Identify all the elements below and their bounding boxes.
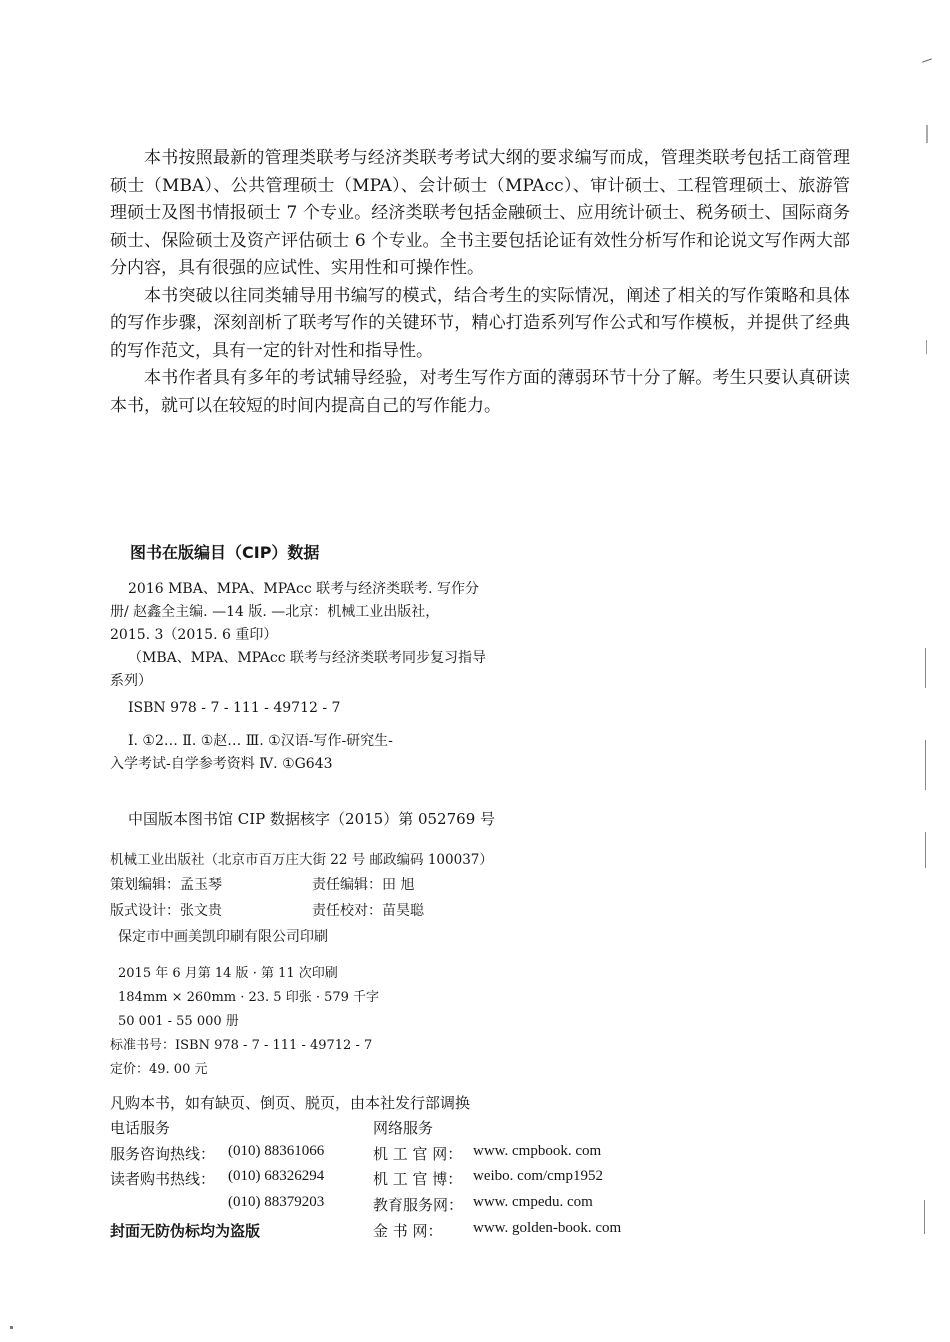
reader-hotline-label: 读者购书热线： [110,1170,216,1188]
reader-hotline-number-2: (010) 88379203 [228,1194,325,1210]
responsible-editor: 责任编辑：田 旭 [312,877,415,893]
web-label-weibo: 机 工 官 博： [373,1170,463,1188]
hotline-number: (010) 88361066 [228,1143,325,1159]
isbn-info: 标准书号：ISBN 978 - 7 - 111 - 49712 - 7 [110,1038,373,1053]
anticounterfeit-notice: 封面无防伪标均为盗版 [110,1222,261,1240]
web-url-weibo: weibo. com/cmp1952 [473,1168,603,1184]
proofreader: 责任校对：苗昊聪 [312,903,424,919]
cip-line: （MBA、MPA、MPAcc 联考与经济类联考同步复习指导 [128,650,487,666]
scan-mark [922,58,932,62]
scan-mark [925,648,926,688]
scan-mark [926,340,927,354]
phone-service-header: 电话服务 [110,1119,171,1137]
cip-line: 册/ 赵鑫全主编. —14 版. —北京：机械工业出版社， [110,604,440,620]
cip-record-number: 中国版本图书馆 CIP 数据核字（2015）第 052769 号 [128,810,496,828]
introduction [110,145,850,420]
cip-line: 2016 MBA、MPA、MPAcc 联考与经济类联考. 写作分 [128,581,480,597]
intro-paragraph-1: 本书按照最新的管理类联考与经济类联考考试大纲的要求编写而成，管理类联考包括工商管理硕士（MBA）、公共管理硕士（MPA）、会计硕士（MPAcc）、审计硕士、工程管理硕士、旅游管理硕士及图书情报硕士 7 个专业。经济类联考包括金融硕士、应用统计硕士、税务硕士、国际商务硕士、保险硕士及资产评估硕士 6 个专业。全书主要包括论证有效性分析写作和论说文写作两大部分内容，具有很强的应试性、实用性和可操作性。 [110,148,850,278]
scan-mark [10,1326,13,1329]
web-url-cmpbook: www. cmpbook. com [473,1143,602,1159]
replacement-notice: 凡购本书，如有缺页、倒页、脱页，由本社发行部调换 [110,1094,471,1112]
cip-line: 系列） [110,673,152,689]
publisher-name: 机械工业出版社（北京市百万庄大街 22 号 邮政编码 100037） [110,852,493,868]
hotline-label: 服务咨询热线： [110,1145,216,1163]
printer: 保定市中画美凯印刷有限公司印刷 [118,929,328,945]
edition-info: 2015 年 6 月第 14 版 · 第 11 次印刷 [118,966,338,981]
web-service-header: 网络服务 [373,1119,434,1137]
web-label-cmpedu: 教育服务网： [373,1196,464,1214]
cip-record [110,578,560,776]
copies-info: 50 001 - 55 000 册 [118,1014,239,1029]
price-info: 定价：49. 00 元 [110,1062,208,1077]
cip-classification: Ⅰ. ①2… Ⅱ. ①赵… Ⅲ. ①汉语-写作-研究生- [128,733,393,749]
scan-mark [925,740,926,790]
scan-mark [925,832,926,868]
intro-paragraph-2: 本书突破以往同类辅导用书编写的模式，结合考生的实际情况，阐述了相关的写作策略和具体的写作步骤，深刻剖析了联考写作的关键环节，精心打造系列写作公式和写作模板，并提供了经典的写作范文，具有一定的针对性和指导性。 [110,285,850,361]
scan-mark [924,1200,925,1234]
cip-isbn: ISBN 978 - 7 - 111 - 49712 - 7 [128,700,341,716]
web-label-cmpbook: 机 工 官 网： [373,1145,463,1163]
reader-hotline-number: (010) 68326294 [228,1168,325,1184]
cip-line: 2015. 3（2015. 6 重印） [110,627,278,643]
cip-title: 图书在版编目（CIP）数据 [130,543,320,562]
cip-classification: 入学考试-自学参考资料 Ⅳ. ①G643 [110,756,333,772]
web-label-golden-book: 金 书 网： [373,1222,443,1240]
planning-editor: 策划编辑：孟玉琴 [110,877,222,893]
format-info: 184mm × 260mm · 23. 5 印张 · 579 千字 [118,990,380,1005]
layout-designer: 版式设计：张文贵 [110,903,222,919]
web-url-golden-book: www. golden-book. com [473,1220,622,1236]
web-url-cmpedu: www. cmpedu. com [473,1194,593,1210]
scan-mark [926,125,928,143]
intro-paragraph-3: 本书作者具有多年的考试辅导经验，对考生写作方面的薄弱环节十分了解。考生只要认真研读本书，就可以在较短的时间内提高自己的写作能力。 [110,368,850,416]
